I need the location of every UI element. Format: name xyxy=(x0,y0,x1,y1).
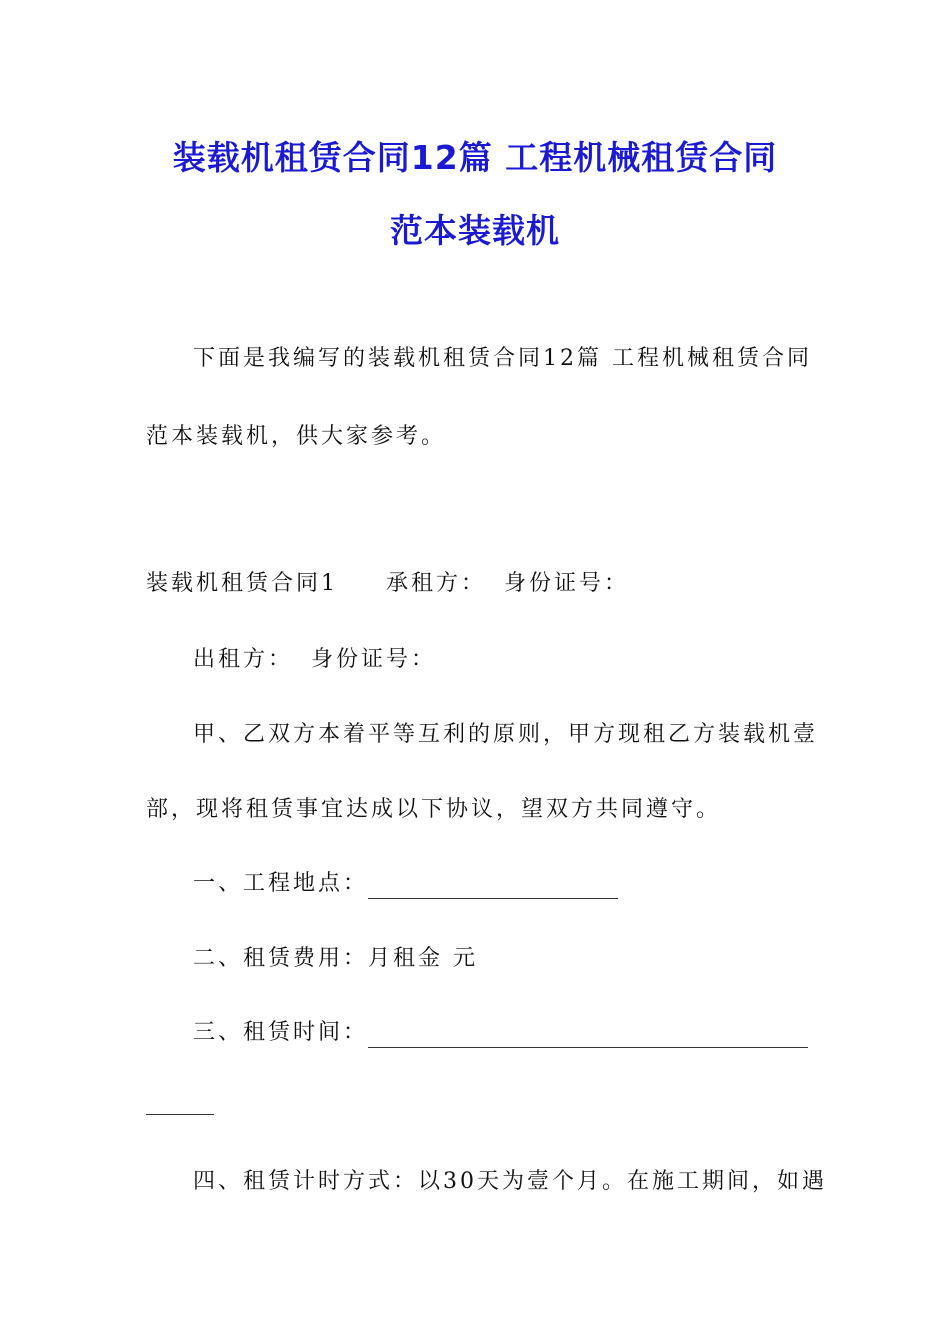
section-title: 装载机租赁合同1 xyxy=(146,571,338,596)
intro-line-1: 下面是我编写的装载机租赁合同12篇 工程机械租赁合同 xyxy=(193,346,812,371)
document-title-line1: 装载机租赁合同12篇 工程机械租赁合同 xyxy=(172,138,778,177)
lessor-line xyxy=(193,645,436,675)
item-4-line: 四、租赁计时方式：以30天为壹个月。在施工期间，如遇 xyxy=(193,1169,827,1194)
item-2-line: 二、租赁费用：月租金 元 xyxy=(193,946,478,971)
paragraph-1-line-1: 甲、乙双方本着平等互利的原则，甲方现租乙方装载机壹 xyxy=(193,722,819,747)
section-header-line xyxy=(146,569,629,599)
work-site-blank xyxy=(368,876,618,899)
item-3-line xyxy=(193,1018,808,1048)
paragraph-1-line-2: 部，现将租赁事宜达成以下协议，望双方共同遵守。 xyxy=(146,797,722,822)
rental-time-blank-continued xyxy=(146,1114,214,1115)
lessor-label: 出租方： xyxy=(193,647,294,672)
rental-time-blank xyxy=(368,1025,808,1048)
document-title-line2: 范本装载机 xyxy=(390,211,560,250)
lessor-id-label: 身份证号： xyxy=(311,647,437,672)
intro-line-2: 范本装载机，供大家参考。 xyxy=(146,424,447,449)
item-1-label: 一、工程地点： xyxy=(193,871,369,896)
item-3-label: 三、租赁时间： xyxy=(193,1020,369,1045)
lessee-id-label: 身份证号： xyxy=(504,571,630,596)
item-1-line xyxy=(193,869,618,899)
lessee-label: 承租方： xyxy=(386,571,487,596)
